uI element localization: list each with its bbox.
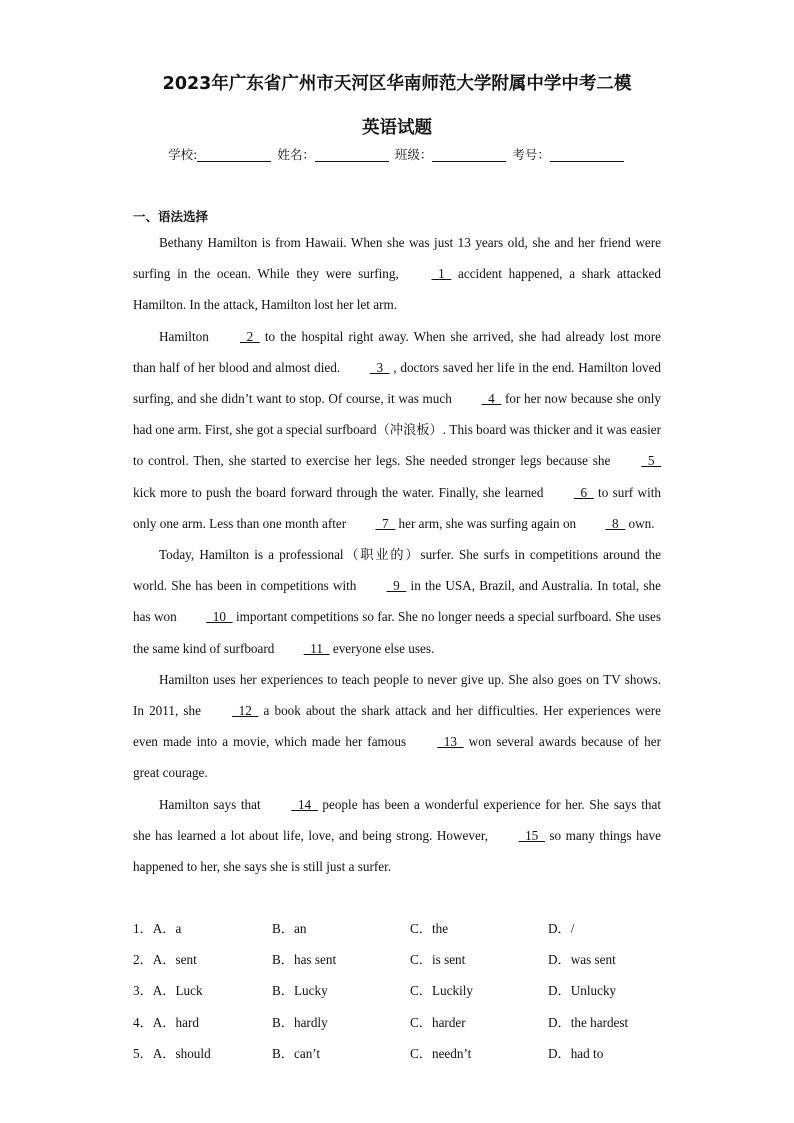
answer-blank[interactable]: 6 — [573, 484, 594, 500]
passage-paragraph — [133, 321, 661, 539]
answer-option[interactable]: C．is sent — [410, 952, 466, 968]
answer-option[interactable]: D．was sent — [548, 952, 616, 968]
question-number: 1． — [133, 921, 153, 936]
exam-title-line2: 英语试题 — [362, 118, 432, 138]
school-field-label: 学校: — [168, 147, 198, 162]
passage-text: to surf with only one arm. Less than one month after — [133, 484, 661, 531]
question-number: 4． — [133, 1014, 153, 1030]
answer-option[interactable]: C．harder — [410, 1014, 466, 1030]
answer-blank[interactable]: 5 — [641, 453, 661, 469]
answer-blank[interactable]: 14 — [291, 796, 318, 812]
school-field-blank[interactable] — [197, 149, 271, 162]
passage-text: Hamilton uses her experiences to teach people to never give up. She also goes on TV shows. In 2011, she — [133, 671, 661, 719]
answer-blank[interactable]: 10 — [206, 609, 233, 625]
answer-option[interactable]: B．has sent — [272, 952, 337, 968]
answer-blank[interactable]: 7 — [375, 515, 396, 531]
question-row — [133, 913, 733, 944]
answer-option[interactable]: A．hard — [152, 1014, 199, 1030]
passage-text: everyone else uses. — [329, 640, 435, 656]
answer-blank[interactable]: 8 — [605, 515, 626, 531]
answer-blank[interactable]: 1 — [431, 266, 452, 282]
question-number: 3． — [133, 983, 153, 999]
answer-option[interactable]: B．can’t — [272, 1045, 321, 1061]
passage-text: important competitions so far. She no longer needs a special surfboard. She uses the same kind of surfboard — [133, 609, 662, 656]
passage-text: so many things have happened to her, she says she is still just a surfer. — [133, 827, 661, 875]
answer-option[interactable]: A．should — [152, 1045, 211, 1061]
passage-text: to the hospital right away. When she arrived, she had already lost more than half of her blood and almost died. — [133, 328, 661, 375]
passage-text: own. — [625, 515, 655, 531]
student-info-line — [0, 145, 794, 163]
answer-blank[interactable]: 2 — [239, 328, 260, 344]
question-row — [133, 975, 733, 1006]
answer-option[interactable]: C．the — [410, 921, 449, 936]
passage-text: for her now because she only had one arm. First, she got a special surfboard（冲浪板）. This board was thicker and it was easier to control. Then, she started to exercise her legs. She needed stronger legs because she — [133, 391, 661, 469]
name-field-blank[interactable] — [315, 149, 389, 162]
answer-option[interactable]: A．Luck — [152, 983, 203, 999]
answer-blank[interactable]: 4 — [481, 391, 502, 407]
answer-option[interactable]: A．sent — [152, 952, 197, 968]
answer-option[interactable]: D．/ — [548, 921, 575, 936]
passage-text: her arm, she was surfing again on — [395, 515, 580, 531]
answer-option[interactable]: C．needn’t — [410, 1045, 472, 1061]
question-number: 2． — [133, 952, 153, 968]
exam-title-line1: 2023年广东省广州市天河区华南师范大学附属中学中考二模 — [162, 74, 632, 94]
class-field-blank[interactable] — [432, 149, 506, 162]
passage-text: people has been a wonderful experience for her. She says that she has learned a lot about life, love, and being strong. However, — [133, 796, 661, 843]
passage-text: , doctors saved her life in the end. Hamilton loved surfing, and she didn’t want to stop. Of course, it was much — [133, 359, 662, 407]
passage-text: won several awards because of her great courage. — [133, 734, 661, 781]
question-number: 5． — [133, 1045, 153, 1061]
answer-option[interactable]: C．Luckily — [410, 983, 474, 999]
passage-paragraph — [133, 664, 661, 789]
question-row — [133, 1038, 733, 1069]
answer-option[interactable]: B．hardly — [272, 1014, 328, 1030]
passage-text: accident happened, a shark attacked Hamilton. In the attack, Hamilton lost her let arm. — [133, 266, 661, 313]
passage-text: Bethany Hamilton is from Hawaii. When she was just 13 years old, she and her friend were surfing in the ocean. While they were surfing, — [133, 235, 661, 282]
passage-text: Hamilton says that — [159, 796, 266, 812]
question-row — [133, 1007, 733, 1038]
answer-blank[interactable]: 9 — [386, 578, 407, 594]
answer-blank[interactable]: 15 — [518, 827, 545, 843]
exam-number-field-blank[interactable] — [550, 149, 624, 162]
answer-blank[interactable]: 13 — [437, 734, 464, 750]
answer-option[interactable]: D．Unlucky — [548, 983, 617, 999]
passage-paragraph — [133, 789, 661, 883]
class-field-label: 班级： — [394, 147, 433, 162]
exam-number-field-label: 考号： — [512, 147, 550, 162]
question-options-list — [133, 913, 733, 1069]
passage-text: a book about the shark attack and her difficulties. Her experiences were even made into a movie, which made her famous — [133, 703, 661, 750]
reading-passage — [133, 227, 661, 882]
answer-option[interactable]: B．an — [272, 921, 307, 936]
passage-paragraph — [133, 227, 661, 321]
answer-option[interactable]: D．had to — [548, 1045, 604, 1061]
passage-text: Today, Hamilton is a professional（职业的）surfer. She surfs in competitions around the world. She has been in competitions with — [133, 547, 661, 594]
answer-option[interactable]: D．the hardest — [548, 1014, 629, 1030]
name-field-label: 姓名： — [277, 147, 315, 162]
section-title: 一、语法选择 — [133, 209, 209, 224]
answer-option[interactable]: A．a — [152, 921, 182, 936]
answer-blank[interactable]: 11 — [303, 640, 330, 656]
passage-text: in the USA, Brazil, and Australia. In total, she has won — [133, 578, 661, 625]
question-row — [133, 944, 733, 975]
answer-blank[interactable]: 12 — [232, 703, 259, 719]
answer-option[interactable]: B．Lucky — [272, 983, 328, 999]
passage-text: Hamilton — [159, 328, 214, 344]
answer-blank[interactable]: 3 — [369, 359, 390, 375]
passage-text: kick more to push the board forward through the water. Finally, she learned — [133, 484, 548, 500]
passage-paragraph — [133, 539, 661, 664]
